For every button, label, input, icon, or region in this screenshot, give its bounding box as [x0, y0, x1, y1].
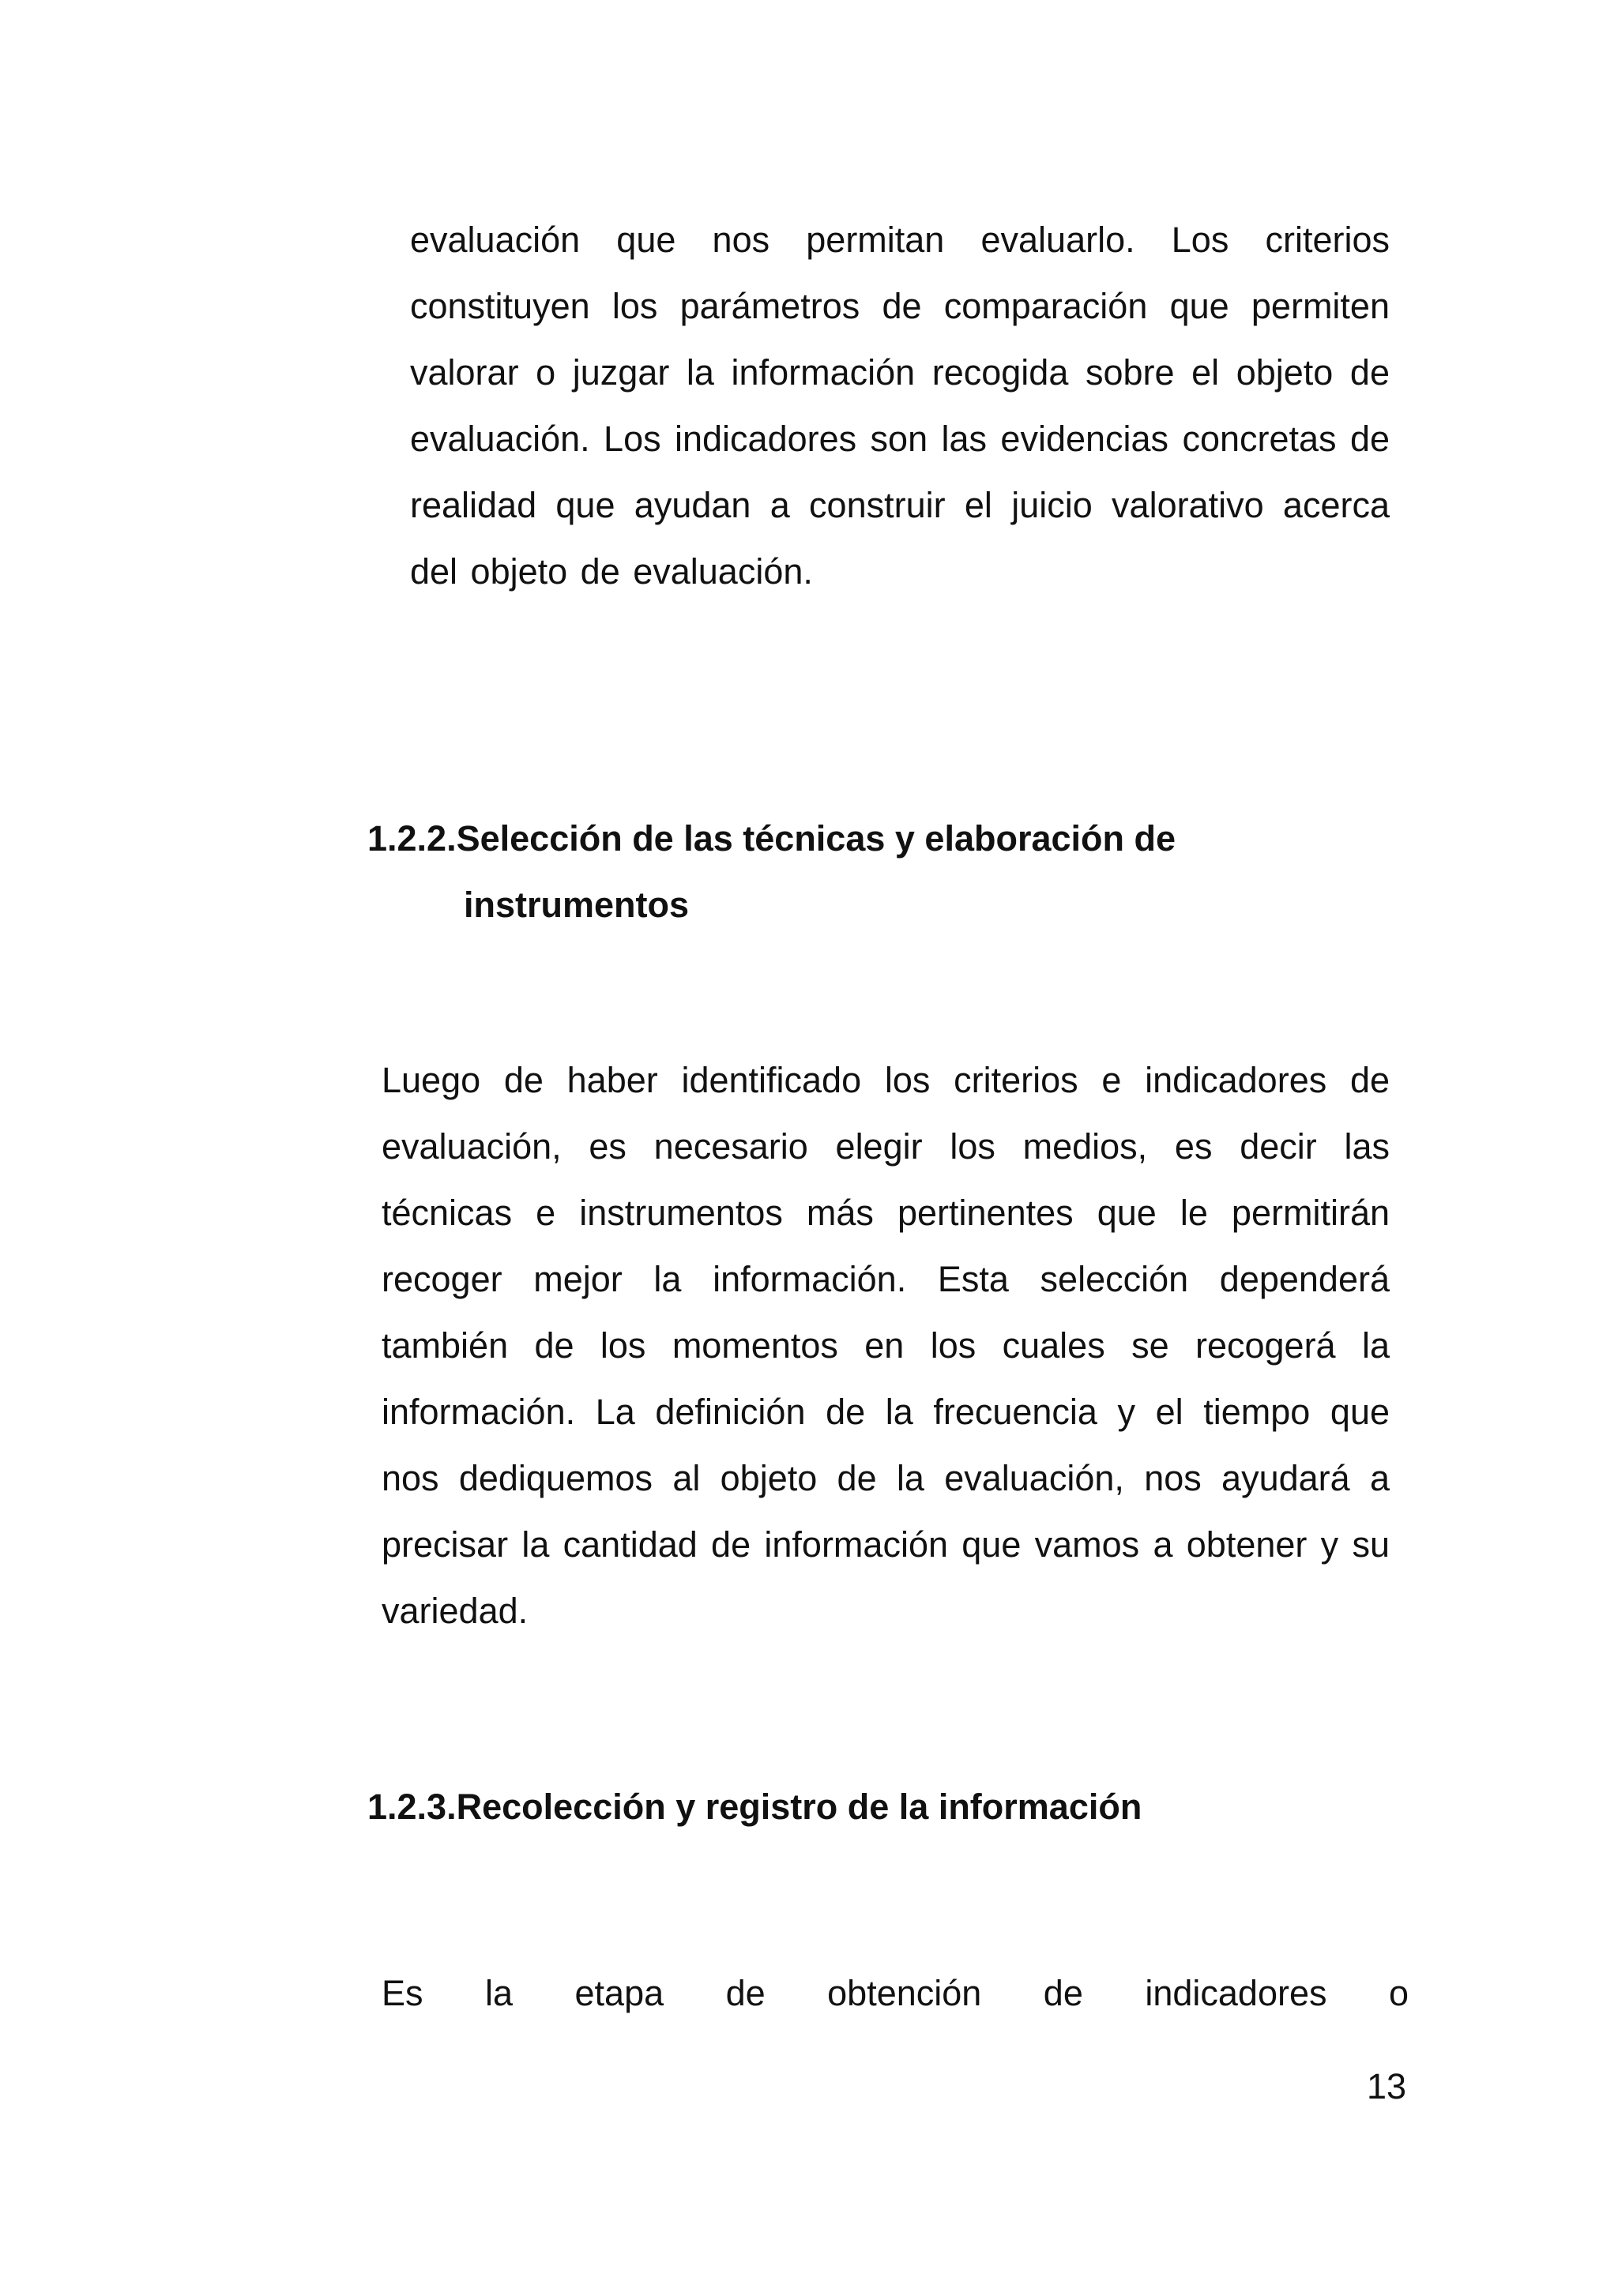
section-heading-1-2-2	[367, 806, 1394, 938]
section-title-line-2: instrumentos	[464, 885, 690, 925]
section-number: 1.2.3.	[367, 1787, 457, 1827]
section-title-line-1: Selección de las técnicas y elaboración de	[456, 818, 1176, 859]
section-title: Recolección y registro de la información	[456, 1787, 1142, 1827]
page-number: 13	[1366, 2066, 1406, 2106]
section-1-2-2-body: Luego de haber identificado los criterios e indicadores de evaluación, es necesario elegir los medios, es decir las técnicas e instrumentos más pertinentes que le permitirán recoger mejor la información. Esta selección dependerá también de los momentos en los cuales se recogerá la información. La definición de la frecuencia y el tiempo que nos dediquemos al objeto de la evaluación, nos ayudará a precisar la cantidad de información que vamos a obtener y su variedad.	[382, 1060, 1390, 1631]
section-heading-1-2-3	[367, 1774, 1394, 1840]
continuation-paragraph: evaluación que nos permitan evaluarlo. Los criterios constituyen los parámetros de comparación que permiten valorar o juzgar la información recogida sobre el objeto de evaluación. Los indicadores son las evidencias concretas de realidad que ayudan a construir el juicio valorativo acerca del objeto de evaluación.	[410, 220, 1390, 592]
section-1-2-3-body: Es la etapa de obtención de indicadores o	[382, 1973, 1409, 2013]
section-number: 1.2.2.	[367, 818, 457, 859]
